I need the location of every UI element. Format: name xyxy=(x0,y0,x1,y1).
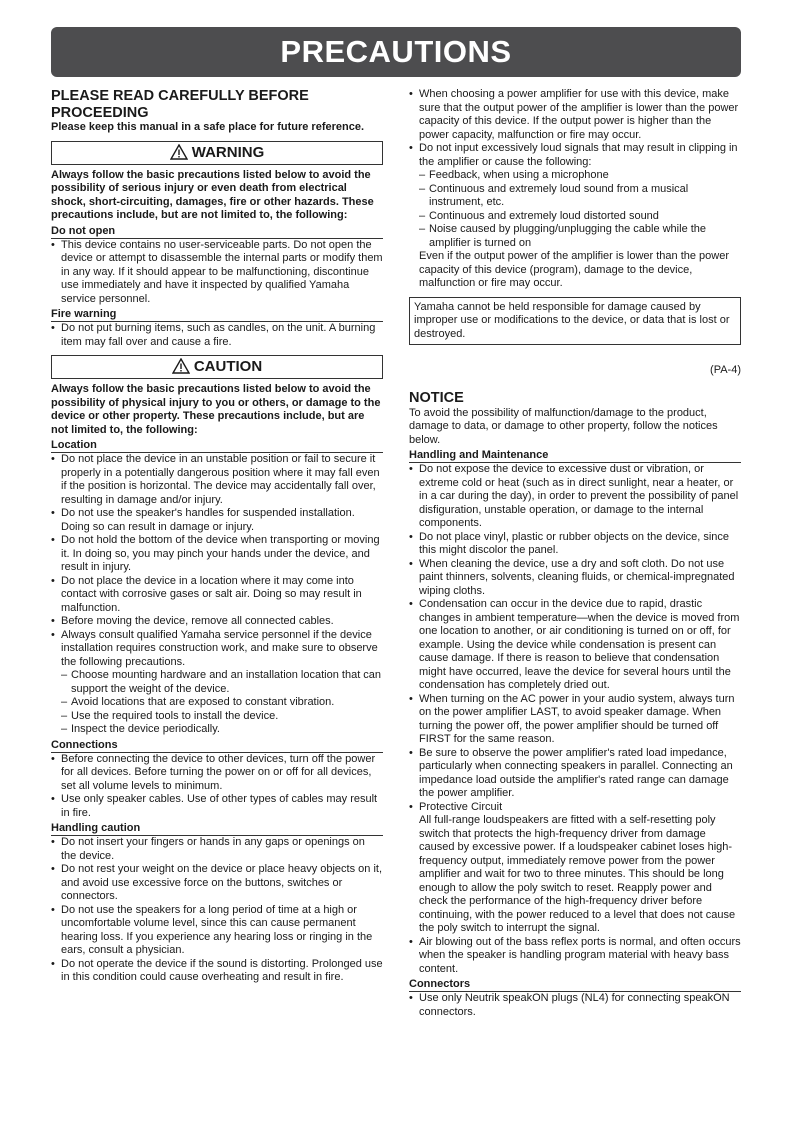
keep-manual-note: Please keep this manual in a safe place for future reference. xyxy=(51,121,365,133)
location-list xyxy=(51,453,383,669)
warning-intro: Always follow the basic precautions listed below to avoid the possibility of serious injury or even death from electrical shock, short-circuiting, damages, fire or other hazards. These precautions include, but are not limited to, the following: xyxy=(51,168,374,221)
list-item: • Do not use the speaker's handles for suspended installation. Doing so can result in damage or injury. xyxy=(51,507,383,534)
handling-caution-heading: Handling caution xyxy=(51,822,383,836)
dash-item: – Feedback, when using a microphone xyxy=(419,169,741,183)
connectors-list xyxy=(409,992,741,1019)
list-item: • Be sure to observe the power amplifier's rated load impedance, particularly when connecting speakers in parallel. Connecting an impedance load outside the amplifier's rated range can damage the power amplifier. xyxy=(409,747,741,801)
dash-item: – Avoid locations that are exposed to constant vibration. xyxy=(61,696,383,710)
list-item: • Air blowing out of the bass reflex ports is normal, and often occurs when the speaker is handling program material with heavy bass content. xyxy=(409,936,741,977)
list-item: • Use only speaker cables. Use of other types of cables may result in fire. xyxy=(51,793,383,820)
left-column xyxy=(51,88,383,985)
loud-signal-dash-list xyxy=(409,169,741,250)
do-not-open-heading: Do not open xyxy=(51,225,383,239)
list-item: • When cleaning the device, use a dry and soft cloth. Do not use paint thinners, solvents, cleaning fluids, or chemical-impregnated wiping cloths. xyxy=(409,558,741,599)
list-item: • Do not place the device in a location where it may come into contact with corrosive gases or salt air. Doing so may result in malfunction. xyxy=(51,575,383,616)
caution-label: CAUTION xyxy=(193,358,263,375)
connections-heading: Connections xyxy=(51,739,383,753)
list-item: • When choosing a power amplifier for use with this device, make sure that the output power of the amplifier is lower than the power capacity of this device. If the output power is higher than the power capacity, malfunction or fire may occur. xyxy=(409,88,741,142)
notice-heading: NOTICE xyxy=(409,389,464,406)
dash-item: – Use the required tools to install the device. xyxy=(61,710,383,724)
caution-intro: Always follow the basic precautions listed below to avoid the possibility of physical injury to you or others, or damage to the device or other property. These precautions include, but are not limited to, the following: xyxy=(51,383,381,436)
list-item: • Do not operate the device if the sound is distorting. Prolonged use in this condition could cause overheating and result in fire. xyxy=(51,958,383,985)
dash-item: – Continuous and extremely loud distorted sound xyxy=(419,210,741,224)
list-item: • Always consult qualified Yamaha service personnel if the device installation requires construction work, and make sure to observe the following precautions. xyxy=(51,629,383,670)
right-column xyxy=(409,88,741,1019)
handling-maintenance-list xyxy=(409,463,741,814)
dash-item: – Continuous and extremely loud sound from a musical instrument, etc. xyxy=(419,183,741,210)
list-item: • Do not input excessively loud signals that may result in clipping in the amplifier or cause the following: xyxy=(409,142,741,169)
yamaha-disclaimer-box: Yamaha cannot be held responsible for damage caused by improper use or modifications to the device, or data that is lost or destroyed. xyxy=(409,297,741,346)
list-item: • When turning on the AC power in your audio system, always turn on the power amplifier LAST, to avoid speaker damage. When turning the power off, the power amplifier should be turned off FIRST for the same reason. xyxy=(409,693,741,747)
notice-intro: To avoid the possibility of malfunction/damage to the product, damage to data, or damage to other property, follow the notices below. xyxy=(409,406,718,446)
list-item: • Do not place vinyl, plastic or rubber objects on the device, since this might discolor the panel. xyxy=(409,531,741,558)
connectors-heading: Connectors xyxy=(409,978,741,992)
caution-triangle-icon xyxy=(172,358,190,374)
list-item: • Do not insert your fingers or hands in any gaps or openings on the device. xyxy=(51,836,383,863)
read-carefully-heading: PLEASE READ CAREFULLY BEFORE PROCEEDING xyxy=(51,88,309,121)
fire-warning-heading: Fire warning xyxy=(51,308,383,322)
list-item: • Do not expose the device to excessive dust or vibration, or extreme cold or heat (such as in direct sunlight, near a heater, or in a car during the day), in order to prevent the possibility of panel disfiguration, unstable operation, or damage to the internal components. xyxy=(409,463,741,531)
list-item: • Before connecting the device to other devices, turn off the power for all devices. Before turning the power on or off for all devices, set all volume levels to minimum. xyxy=(51,753,383,794)
list-item: • Do not use the speakers for a long period of time at a high or uncomfortable volume level, since this can cause permanent hearing loss. If you experience any hearing loss or ringing in the ears, consult a physician. xyxy=(51,904,383,958)
page-title-banner: PRECAUTIONS xyxy=(51,27,741,77)
dash-item: – Choose mounting hardware and an installation location that can support the weight of the device. xyxy=(61,669,383,696)
list-item: • Condensation can occur in the device due to rapid, drastic changes in ambient temperature—when the device is moved from one location to another, or air conditioning is turned on or off, for example. Using the device while condensation is present can cause damage. If there is reason to believe that condensation might have occurred, leave the device for several hours until the condensation has completely dried out. xyxy=(409,598,741,693)
warning-box xyxy=(51,141,383,165)
pa-code: (PA-4) xyxy=(710,364,741,376)
fire-warning-list xyxy=(51,322,383,349)
list-item: • Use only Neutrik speakON plugs (NL4) for connecting speakON connectors. xyxy=(409,992,741,1019)
amplifier-list xyxy=(409,88,741,169)
installation-dash-list xyxy=(51,669,383,737)
handling-caution-list xyxy=(51,836,383,985)
warning-triangle-icon xyxy=(170,144,188,160)
caution-box xyxy=(51,355,383,379)
output-power-note: Even if the output power of the amplifier is lower than the power capacity of this device (program), damage to the device, malfunction or fire may occur. xyxy=(419,250,730,289)
connections-list xyxy=(51,753,383,821)
do-not-open-list xyxy=(51,239,383,307)
list-item: • This device contains no user-serviceable parts. Do not open the device or attempt to disassemble the internal parts or modify them in any way. If it should appear to be malfunctioning, discontinue use immediately and have it inspected by qualified Yamaha service personnel. xyxy=(51,239,383,307)
list-item: • Do not rest your weight on the device or place heavy objects on it, and avoid use excessive force on the buttons, switches or connectors. xyxy=(51,863,383,904)
dash-item: – Noise caused by plugging/unplugging the cable while the amplifier is turned on xyxy=(419,223,741,250)
location-heading: Location xyxy=(51,439,383,453)
list-item: • Protective Circuit xyxy=(409,801,741,815)
list-item: • Do not put burning items, such as candles, on the unit. A burning item may fall over and cause a fire. xyxy=(51,322,383,349)
protective-circuit-text: All full-range loudspeakers are fitted with a self-resetting poly switch that protects the high-frequency driver from damage caused by excessive power. If a loudspeaker cabinet loses high-frequency output, immediately remove power from the power amplifier and wait for two to three minutes. This should be long enough to allow the poly switch to reset. Reapply power and check the performance of the high-frequency driver before continuing, with the power reduced to a level that does not cause the poly switch to interrupt the signal. xyxy=(419,814,736,934)
list-item: • Before moving the device, remove all connected cables. xyxy=(51,615,383,629)
list-item: • Do not place the device in an unstable position or fail to secure it properly in a potentially dangerous position where it may fall even if the position is horizontal. The device may accidentally fall over, resulting in damage and/or injury. xyxy=(51,453,383,507)
air-list xyxy=(409,936,741,977)
handling-maintenance-heading: Handling and Maintenance xyxy=(409,449,741,463)
list-item: • Do not hold the bottom of the device when transporting or moving it. In doing so, you may pinch your hands under the device, and result in injury. xyxy=(51,534,383,575)
warning-label: WARNING xyxy=(191,143,265,161)
dash-item: – Inspect the device periodically. xyxy=(61,723,383,737)
